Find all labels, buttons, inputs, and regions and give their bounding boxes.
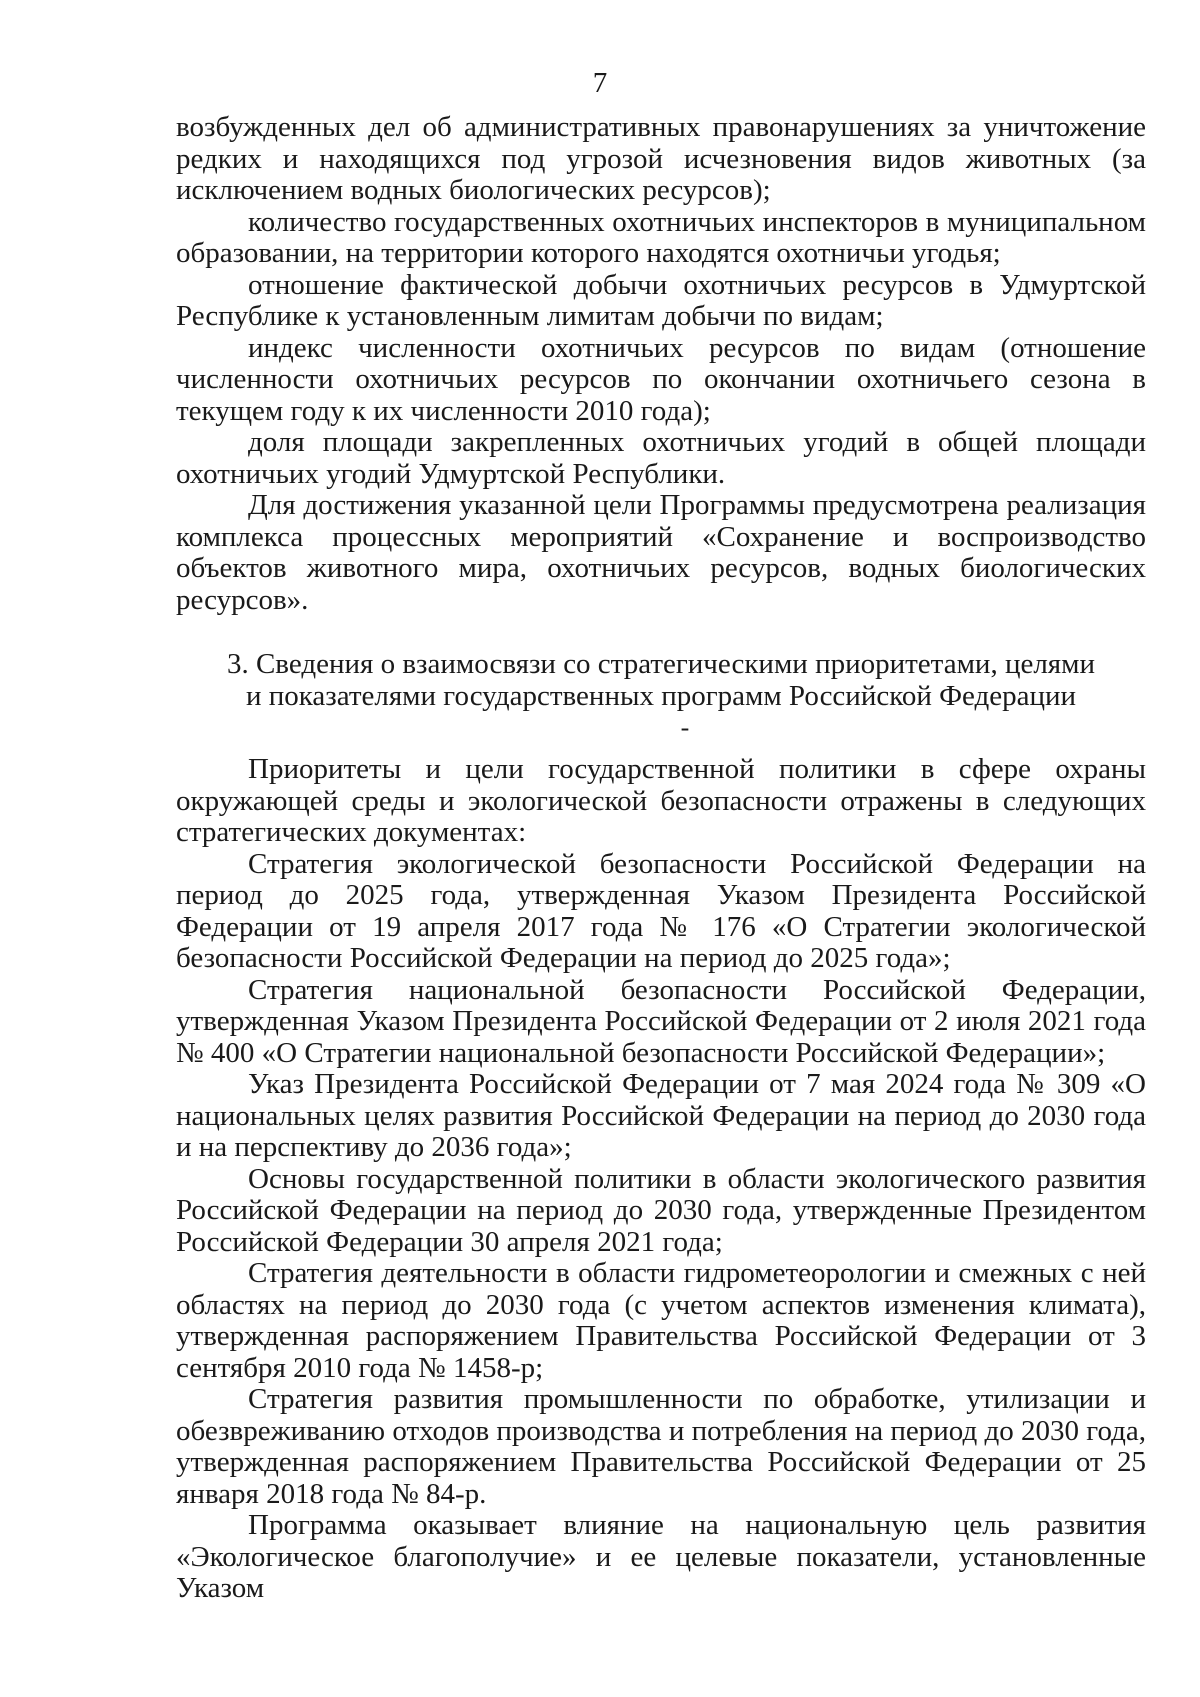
paragraph-ecological-security-strategy: Стратегия экологической безопасности Российской Федерации на период до 2025 года, утвержденная Указом Президента Российской Федерации от 19 апреля 2017 года № 176 «О Стратегии экологической безопасности Российской Федерации на период до 2025 года»; [176,847,1146,974]
document-body [176,112,1146,1605]
paragraph-continuation: возбужденных дел об административных правонарушениях за уничтожение редких и находящихся под угрозой исчезновения видов животных (за исключением водных биологических ресурсов); [176,111,1146,206]
paragraph-waste-industry-strategy: Стратегия развития промышленности по обработке, утилизации и обезвреживанию отходов производства и потребления на период до 2030 года, утвержденная распоряжением Правительства Российской Федерации от 25 января 2018 года № 84-р. [176,1383,1146,1510]
paragraph-inspectors-count: количество государственных охотничьих инспекторов в муниципальном образовании, на территории которого находятся охотничьи угодья; [176,205,1146,269]
paragraph-hydrometeorology-strategy: Стратегия деятельности в области гидрометеорологии и смежных с ней областях на период до 2030 года (с учетом аспектов изменения климата), утвержденная распоряжением Правительства Российской Федерации от 3 сентября 2010 года № 1458-р; [176,1257,1146,1384]
heading-dash: - [680,713,690,742]
paragraph-priorities: Приоритеты и цели государственной политики в сфере охраны окружающей среды и экологической безопасности отражены в следующих стратегических документах: [176,753,1146,848]
page-number: 7 [592,67,608,99]
section-heading: 3. Сведения о взаимосвязи со стратегическими приоритетами, целями и показателями государственных программ Российской Федерации [226,648,1096,712]
paragraph-harvest-ratio: отношение фактической добычи охотничьих ресурсов в Удмуртской Республике к установленным лимитам добычи по видам; [176,268,1146,332]
paragraph-national-goals-decree: Указ Президента Российской Федерации от 7 мая 2024 года № 309 «О национальных целях развития Российской Федерации на период до 2030 года и на перспективу до 2036 года»; [176,1068,1146,1163]
paragraph-program-measures: Для достижения указанной цели Программы предусмотрена реализация комплекса процессных мероприятий «Сохранение и воспроизводство объектов животного мира, охотничьих ресурсов, водных биологических ресурсов». [176,489,1146,616]
paragraph-national-goal-influence: Программа оказывает влияние на национальную цель развития «Экологическое благополучие» и ее целевые показатели, установленные Указом [176,1509,1146,1604]
paragraph-area-share: доля площади закрепленных охотничьих угодий в общей площади охотничьих угодий Удмуртской Республики. [176,426,1146,490]
paragraph-national-security-strategy: Стратегия национальной безопасности Российской Федерации, утвержденная Указом Президента Российской Федерации от 2 июля 2021 года № 400 «О Стратегии национальной безопасности Российской Федерации»; [176,973,1146,1069]
paragraph-population-index: индекс численности охотничьих ресурсов по видам (отношение численности охотничьих ресурсов по окончании охотничьего сезона в текущем году к их численности 2010 года); [176,331,1146,427]
paragraph-ecological-policy-basics: Основы государственной политики в области экологического развития Российской Федерации на период до 2030 года, утвержденные Президентом Российской Федерации 30 апреля 2021 года; [176,1162,1146,1258]
